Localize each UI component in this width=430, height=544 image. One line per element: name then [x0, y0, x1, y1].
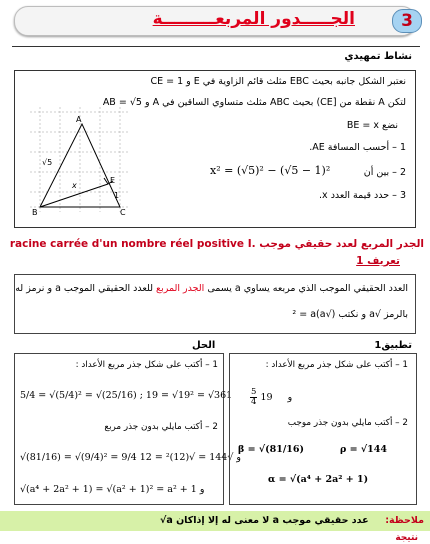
solution-r2: √(81/16) = √(9/4)² = 9/4 و √144 = √(12)² = 12	[20, 452, 242, 463]
question-2-prefix: 2 – بين أن	[363, 167, 406, 178]
figure-label-e: E	[110, 176, 116, 185]
question-2-formula: x² = (√5)² − (√5 − 1)²	[210, 164, 331, 177]
application-title: تطبيق1	[374, 340, 412, 351]
solution-q2: 2 – أكتب مايلي بدون جذر مربع	[104, 422, 218, 432]
solution-q1: 1 – أكتب على شكل جذر مربع الأعداد :	[75, 360, 218, 370]
solution-r3: √(a⁴ + 2a² + 1) = √(a² + 1)² = a² + 1 و	[20, 484, 205, 495]
question-3: 3 – حدد قيمة العدد x.	[319, 190, 406, 201]
application-values: $\frac{5}{4}$ و 19	[251, 387, 293, 407]
definition-highlight: الجدر المربع	[156, 283, 205, 294]
definition-label: تعريف 1	[356, 255, 400, 267]
fraction-5-4: $\frac{5}{4}$	[251, 387, 257, 407]
activity-heading: نشاط تمهيدي	[344, 51, 412, 62]
solution-title: الحل	[192, 340, 216, 351]
note-text: √a لا معنى له إلا إذاكان a عدد حقيقي موجب	[160, 515, 369, 526]
application-q1: 1 – أكتب على شكل جذر مربع الأعداد :	[265, 360, 408, 370]
figure-label-x: x	[72, 181, 77, 190]
activity-line-1: نعتبر الشكل جانبه بحيث EBC مثلث قائم الزاوية في E و CE = 1	[150, 76, 406, 87]
activity-line-3: نضع BE = x	[346, 120, 398, 131]
definition-line-1: العدد الحقيقي الموجب الذي مربعه يساوي a يسمى الجدر المربع للعدد الحقيقي الموجب a و نرمز له	[15, 283, 408, 294]
figure-label-one: 1	[114, 191, 120, 200]
application-beta: β = √(81/16)	[238, 444, 305, 455]
application-q2: 2 – أكتب مايلي بدون جذر موجب	[287, 418, 408, 428]
question-1: 1 – أحسب المسافة AE.	[309, 142, 406, 153]
section-heading-fr: racine carrée d'un nombre réel positive	[9, 238, 245, 250]
application-alpha: α = √(a⁴ + 2a² + 1)	[268, 474, 369, 485]
figure-label-a: A	[76, 115, 82, 124]
solution-r1: 5/4 = √(5/4)² = √(25/16) ; 19 = √19² = √361	[20, 390, 233, 401]
application-rho: ρ = √144	[340, 444, 387, 455]
page-title: الجـــــدور المربعـــــــــة	[152, 9, 355, 29]
activity-line-2: لتكن A نقطة من [CE) بحيث ABC مثلث متساوي الساقين في A و AB = √5	[102, 97, 406, 108]
next-heading: نتيجة	[395, 533, 418, 543]
divider	[12, 46, 420, 47]
section-heading	[6, 238, 424, 250]
section-heading-ar: I. الجدر المربع لعدد حقيقي موجب	[247, 238, 424, 250]
figure-label-sqrt5: √5	[42, 158, 53, 167]
title-number-badge: 3	[392, 9, 422, 33]
note-label: ملاحظة:	[385, 515, 424, 526]
figure-label-b: B	[32, 208, 38, 217]
triangle-figure	[20, 102, 140, 222]
figure-label-c: C	[120, 208, 126, 217]
definition-line-2: بالرمز √a و نكتب (√a)² = a	[292, 309, 408, 320]
